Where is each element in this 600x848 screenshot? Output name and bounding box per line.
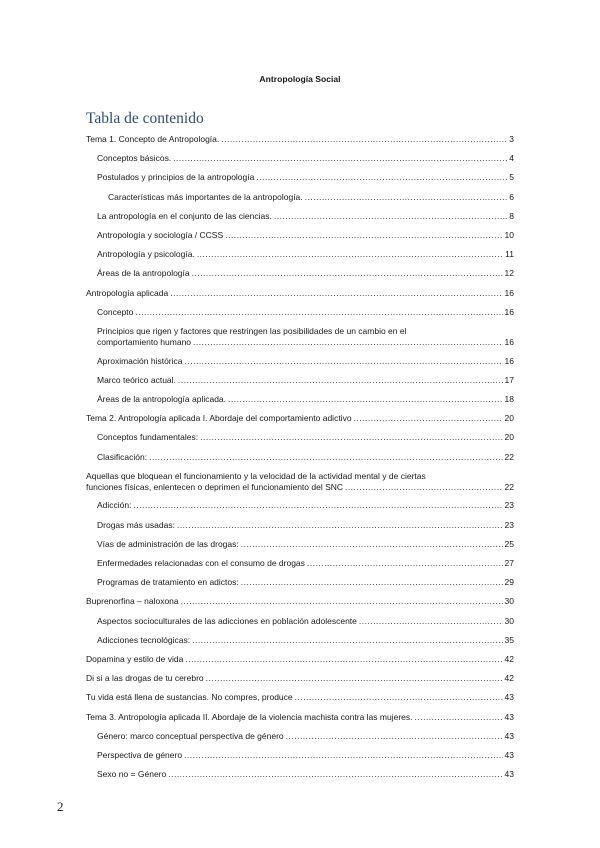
toc-entry-label-continued: comportamiento humano xyxy=(97,336,192,347)
toc-entry[interactable] xyxy=(97,769,514,780)
toc-entry-label: Concepto xyxy=(97,306,134,317)
toc-entry-page: 43 xyxy=(504,692,514,703)
toc-entry-label: Antropología aplicada xyxy=(86,287,169,298)
toc-leader-dots xyxy=(225,230,502,241)
toc-entry[interactable] xyxy=(97,750,514,761)
toc-entry-label: Tu vida está llena de sustancias. No compres, produce xyxy=(86,692,293,703)
toc-entry[interactable] xyxy=(86,654,514,665)
toc-entry-page: 23 xyxy=(504,519,514,530)
toc-entry[interactable] xyxy=(97,326,514,348)
toc-leader-dots xyxy=(173,153,507,164)
toc-entry-label: Tema 1. Concepto de Antropología. xyxy=(86,134,220,144)
toc-leader-dots xyxy=(135,307,502,318)
toc-entry-page: 10 xyxy=(504,230,514,240)
toc-entry-label: Aproximación histórica xyxy=(97,355,183,366)
toc-entry-page: 5 xyxy=(509,172,514,183)
toc-entry-page: 17 xyxy=(504,374,514,385)
toc-entry[interactable] xyxy=(97,211,514,222)
toc-leader-dots xyxy=(184,750,502,761)
toc-entry-label: Antropología y sociología / CCSS xyxy=(97,230,224,240)
toc-leader-dots xyxy=(241,539,503,550)
toc-entry-page: 35 xyxy=(504,634,514,645)
toc-entry-label: Programas de tratamiento en adictos: xyxy=(97,577,239,588)
toc-entry[interactable] xyxy=(97,731,514,742)
toc-leader-dots xyxy=(177,520,503,531)
toc-entry[interactable] xyxy=(86,471,514,493)
toc-entry[interactable] xyxy=(97,539,514,550)
toc-entry-label: Conceptos básicos. xyxy=(97,153,172,164)
toc-entry-page: 20 xyxy=(504,413,514,424)
toc-entry[interactable] xyxy=(97,635,514,646)
toc-entry-label: Drogas más usadas: xyxy=(97,519,175,530)
toc-entry[interactable] xyxy=(97,616,514,627)
toc-entry-page: 43 xyxy=(504,730,514,741)
toc-leader-dots xyxy=(307,558,503,569)
toc-entry[interactable] xyxy=(108,192,514,203)
toc-entry-page: 18 xyxy=(504,394,514,404)
toc-entry-page: 43 xyxy=(504,711,514,722)
toc-entry[interactable] xyxy=(97,249,514,260)
toc-entry-label: Aquellas que bloquean el funcionamiento y la velocidad de la actividad mental y de ciertas xyxy=(86,470,426,481)
toc-leader-dots xyxy=(241,577,503,588)
toc-leader-dots xyxy=(181,596,503,607)
toc-leader-dots xyxy=(197,249,503,260)
toc-entry[interactable] xyxy=(86,692,514,703)
toc-entry-label: Conceptos fundamentales: xyxy=(97,432,199,443)
toc-leader-dots xyxy=(168,769,502,780)
toc-entry-label: Buprenorfina – naloxona xyxy=(86,596,179,607)
toc-entry[interactable] xyxy=(86,288,514,299)
toc-entry-label: Di si a las drogas de tu cerebro xyxy=(86,673,204,684)
toc-entry-page: 22 xyxy=(504,481,514,492)
toc-leader-dots xyxy=(178,375,503,386)
toc-entry-label: Enfermedades relacionadas con el consumo de drogas xyxy=(97,558,305,568)
toc-entry[interactable] xyxy=(97,520,514,531)
toc-leader-dots xyxy=(221,134,507,145)
toc-leader-dots xyxy=(295,692,503,703)
toc-entry-label: Tema 2. Antropología aplicada I. Abordaje del comportamiento adictivo xyxy=(86,413,352,424)
toc-leader-dots xyxy=(415,712,503,723)
toc-leader-dots xyxy=(185,356,503,367)
toc-entry-page: 4 xyxy=(509,153,514,164)
toc-entry[interactable] xyxy=(97,375,514,386)
toc-entry[interactable] xyxy=(86,673,514,684)
toc-entry-label-continued: funciones físicas, enlentecen o deprimen el funcionamiento del SNC xyxy=(86,481,344,492)
toc-entry-page: 30 xyxy=(504,615,514,626)
toc-entry-page: 42 xyxy=(504,654,514,664)
toc-entry-label: Tema 3. Antropología aplicada II. Abordaje de la violencia machista contra las mujeres. xyxy=(86,711,413,722)
toc-entry-page: 29 xyxy=(504,577,514,588)
toc-entry-label: Áreas de la antropología aplicada. xyxy=(97,394,227,404)
toc-leader-dots xyxy=(170,288,502,299)
toc-entry-label: Perspectiva de género xyxy=(97,750,183,760)
toc-leader-dots xyxy=(149,452,502,463)
page-header: Antropología Social xyxy=(259,74,341,84)
toc-entry-label: Aspectos socioculturales de las adicciones en población adolescente xyxy=(97,615,357,626)
toc-entry-page: 16 xyxy=(504,306,514,317)
toc-leader-dots xyxy=(228,394,503,405)
page-number: 2 xyxy=(57,799,64,814)
toc-entry-page: 42 xyxy=(504,673,514,684)
toc-leader-dots xyxy=(256,172,507,183)
toc-entry-page: 27 xyxy=(504,558,514,568)
toc-entry-page: 23 xyxy=(504,500,514,511)
toc-entry-page: 6 xyxy=(509,191,514,202)
toc-entry[interactable] xyxy=(97,172,514,183)
toc-entry-page: 8 xyxy=(509,210,514,221)
toc-entry[interactable] xyxy=(86,596,514,607)
toc-entry[interactable] xyxy=(86,134,514,145)
toc-entry-page: 22 xyxy=(504,451,514,462)
toc-leader-dots xyxy=(305,192,508,203)
toc-entry-label: Antropología y psicología. xyxy=(97,249,195,260)
toc-entry-label: Adicciones tecnológicas: xyxy=(97,634,191,645)
toc-entry-label: Vías de administración de las drogas: xyxy=(97,538,239,549)
toc-entry-label: Marco teórico actual. xyxy=(97,374,176,385)
toc-leader-dots xyxy=(206,673,503,684)
toc-leader-dots xyxy=(274,211,507,222)
toc-entry-label: Postulados y principios de la antropología xyxy=(97,172,255,183)
toc-entry[interactable] xyxy=(97,268,514,279)
toc-leader-dots xyxy=(192,635,502,646)
toc-entry[interactable] xyxy=(86,712,514,723)
toc-leader-dots xyxy=(354,413,503,424)
toc-leader-dots xyxy=(359,616,503,627)
toc-entry[interactable] xyxy=(97,432,514,443)
toc-leader-dots xyxy=(286,731,503,742)
toc-entry-page: 16 xyxy=(504,287,514,298)
toc-entry-label: Género: marco conceptual perspectiva de género xyxy=(97,730,284,741)
toc-leader-dots xyxy=(134,500,503,511)
toc-entry-page: 3 xyxy=(509,134,514,144)
toc-entry[interactable] xyxy=(97,307,514,318)
toc-entry[interactable] xyxy=(97,394,514,405)
toc-entry-label: Adicción: xyxy=(97,500,132,511)
toc-entry-label: Sexo no = Género xyxy=(97,769,167,780)
toc-entry[interactable] xyxy=(97,558,514,569)
toc-entry[interactable] xyxy=(97,452,514,463)
toc-entry-page: 16 xyxy=(504,355,514,366)
toc-entry-label: Características más importantes de la antropología. xyxy=(108,191,303,202)
toc-entry-label: Áreas de la antropología xyxy=(97,268,190,279)
toc-entry-label: Principios que rigen y factores que restringen las posibilidades de un cambio en el xyxy=(97,326,407,336)
toc-entry-page: 20 xyxy=(504,432,514,443)
toc-entry[interactable] xyxy=(97,356,514,367)
toc-entry[interactable] xyxy=(97,230,514,241)
toc-leader-dots xyxy=(345,482,502,493)
toc-entry[interactable] xyxy=(97,500,514,511)
toc-entry-page: 43 xyxy=(504,769,514,780)
toc-entry[interactable] xyxy=(86,413,514,424)
toc-leader-dots xyxy=(192,268,503,279)
toc-entry-label: Clasificación: xyxy=(97,451,148,462)
toc-entry-page: 30 xyxy=(504,596,514,607)
toc-entry-label: Dopamina y estilo de vida xyxy=(86,654,184,664)
toc-title: Tabla de contenido xyxy=(86,110,204,127)
toc-entry-label: La antropología en el conjunto de las ciencias. xyxy=(97,210,272,221)
toc-leader-dots xyxy=(185,654,502,665)
toc-entry-page: 16 xyxy=(504,336,514,347)
toc-leader-dots xyxy=(193,337,503,348)
toc-entry[interactable] xyxy=(97,153,514,164)
toc-entry[interactable] xyxy=(97,577,514,588)
toc-entry-page: 43 xyxy=(504,750,514,760)
toc-entry-page: 12 xyxy=(504,268,514,279)
toc-entry-page: 25 xyxy=(504,538,514,549)
toc-entry-page: 11 xyxy=(505,249,514,260)
toc-leader-dots xyxy=(200,432,502,443)
